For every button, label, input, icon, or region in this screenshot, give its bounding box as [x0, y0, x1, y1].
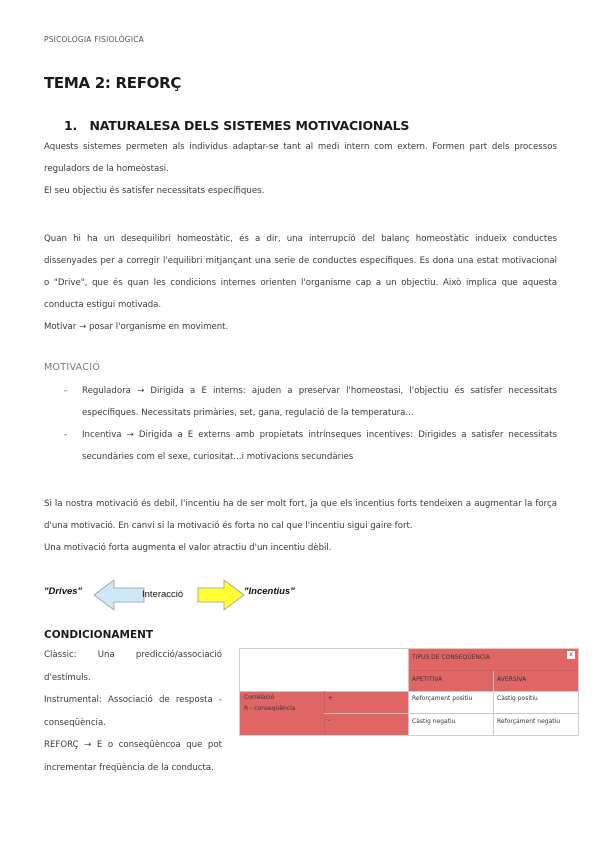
- drives-label: "Drives": [44, 586, 83, 597]
- interaction-label: Interacció: [142, 589, 184, 600]
- paragraph: El seu objectiu és satisfer necessitats específiques.: [44, 186, 265, 196]
- list-item-text: Incentiva → Dirigida a E externs amb propietats intrínseques incentives: Dirigides a satisfer necessitats secundàries com el sexe, curiositat...i motivacions secundàries: [82, 430, 557, 462]
- divider: [324, 713, 578, 714]
- list-item: [64, 424, 557, 468]
- intro-block: [44, 136, 557, 202]
- left-arrow-icon: [94, 580, 144, 610]
- paragraph: Una motivació forta augmenta el valor atractiu d'un incentiu dèbil.: [44, 543, 332, 553]
- incentives-label: "Incentius": [244, 586, 295, 597]
- homeostasis-block: [44, 228, 557, 338]
- page-header: PSICOLOGIA FISIOLÒGICA: [44, 35, 144, 44]
- paragraph: Si la nostra motivació és debil, l'incentiu ha de ser molt fort, ja que els incentius forts tendeixen a augmentar la força d'una motivació. En canvi si la motivació és forta no cal que l'incentiu sigui gaire fort.: [44, 499, 557, 531]
- bullet-dash: -: [64, 386, 68, 396]
- column-header-apetitiva: APETITIVA: [412, 676, 443, 683]
- sign-positive: +: [328, 695, 334, 702]
- right-arrow-icon: [198, 580, 244, 610]
- table-cell: Càstig negatiu: [412, 718, 456, 725]
- paragraph: REFORÇ → E o conseqüèncoa que pot incrementar freqüència de la conducta.: [44, 740, 222, 773]
- table-cell: Reforçament positiu: [412, 695, 473, 702]
- list-item: [64, 380, 557, 424]
- divider: [493, 671, 494, 735]
- section-title: NATURALESA DELS SISTEMES MOTIVACIONALS: [89, 118, 410, 133]
- table-cell: Reforçament negatiu: [497, 718, 561, 725]
- page-title: TEMA 2: REFORÇ: [44, 74, 182, 92]
- motivation-label: MOTIVACIÓ: [44, 362, 101, 373]
- incentive-block: [44, 493, 557, 559]
- row-label: R - conseqüència: [244, 705, 296, 712]
- bullet-dash: -: [64, 430, 68, 440]
- section-heading: [64, 118, 409, 133]
- close-icon[interactable]: x: [567, 651, 575, 659]
- list-item-text: Reguladora → Dirigida a E interns: ajuden a preservar l'homeostasi, l'objectiu és satisfer necessitats específiques. Necessitats primàries, set, gana, regulació de la temperatura...: [82, 386, 557, 418]
- paragraph: Quan hi ha un desequilibri homeostàtic, és a dir, una interrupció del balanç homeostàtic indueix conductes dissenyades per a corregir l'equilibri mitjançant una serie de conductes específiques. Es dona una estat motivacional o "Drive", que és quan les condicions internes orienten l'organisme cap a un objectiu. Això implica que aquesta conducta estigui motivada.: [44, 234, 557, 310]
- column-header-aversiva: AVERSIVA: [497, 676, 527, 683]
- table-header: TIPUS DE CONSEQÜÈNCIA: [412, 654, 490, 661]
- section-number: 1.: [64, 118, 78, 133]
- consequence-table: [239, 648, 579, 736]
- row-label: Correlació: [244, 694, 275, 701]
- divider: [240, 691, 578, 692]
- paragraph: Motivar → posar l'organisme en moviment.: [44, 322, 229, 332]
- paragraph: Aquests sistemes permeten als individus adaptar-se tant al medi intern com extern. Formen part dels processos reguladors de la homeòstasi.: [44, 142, 557, 174]
- conditioning-list: [44, 644, 222, 779]
- conditioning-title: CONDICIONAMENT: [44, 629, 154, 641]
- paragraph: Instrumental: Associació de resposta - conseqüència.: [44, 695, 222, 728]
- motivation-list: [64, 380, 557, 468]
- paragraph: Clàssic: Una predicció/associació d'estímuls.: [44, 650, 222, 683]
- divider: [408, 649, 409, 735]
- table-cell: Càstig positiu: [497, 695, 538, 702]
- sign-negative: -: [328, 717, 331, 724]
